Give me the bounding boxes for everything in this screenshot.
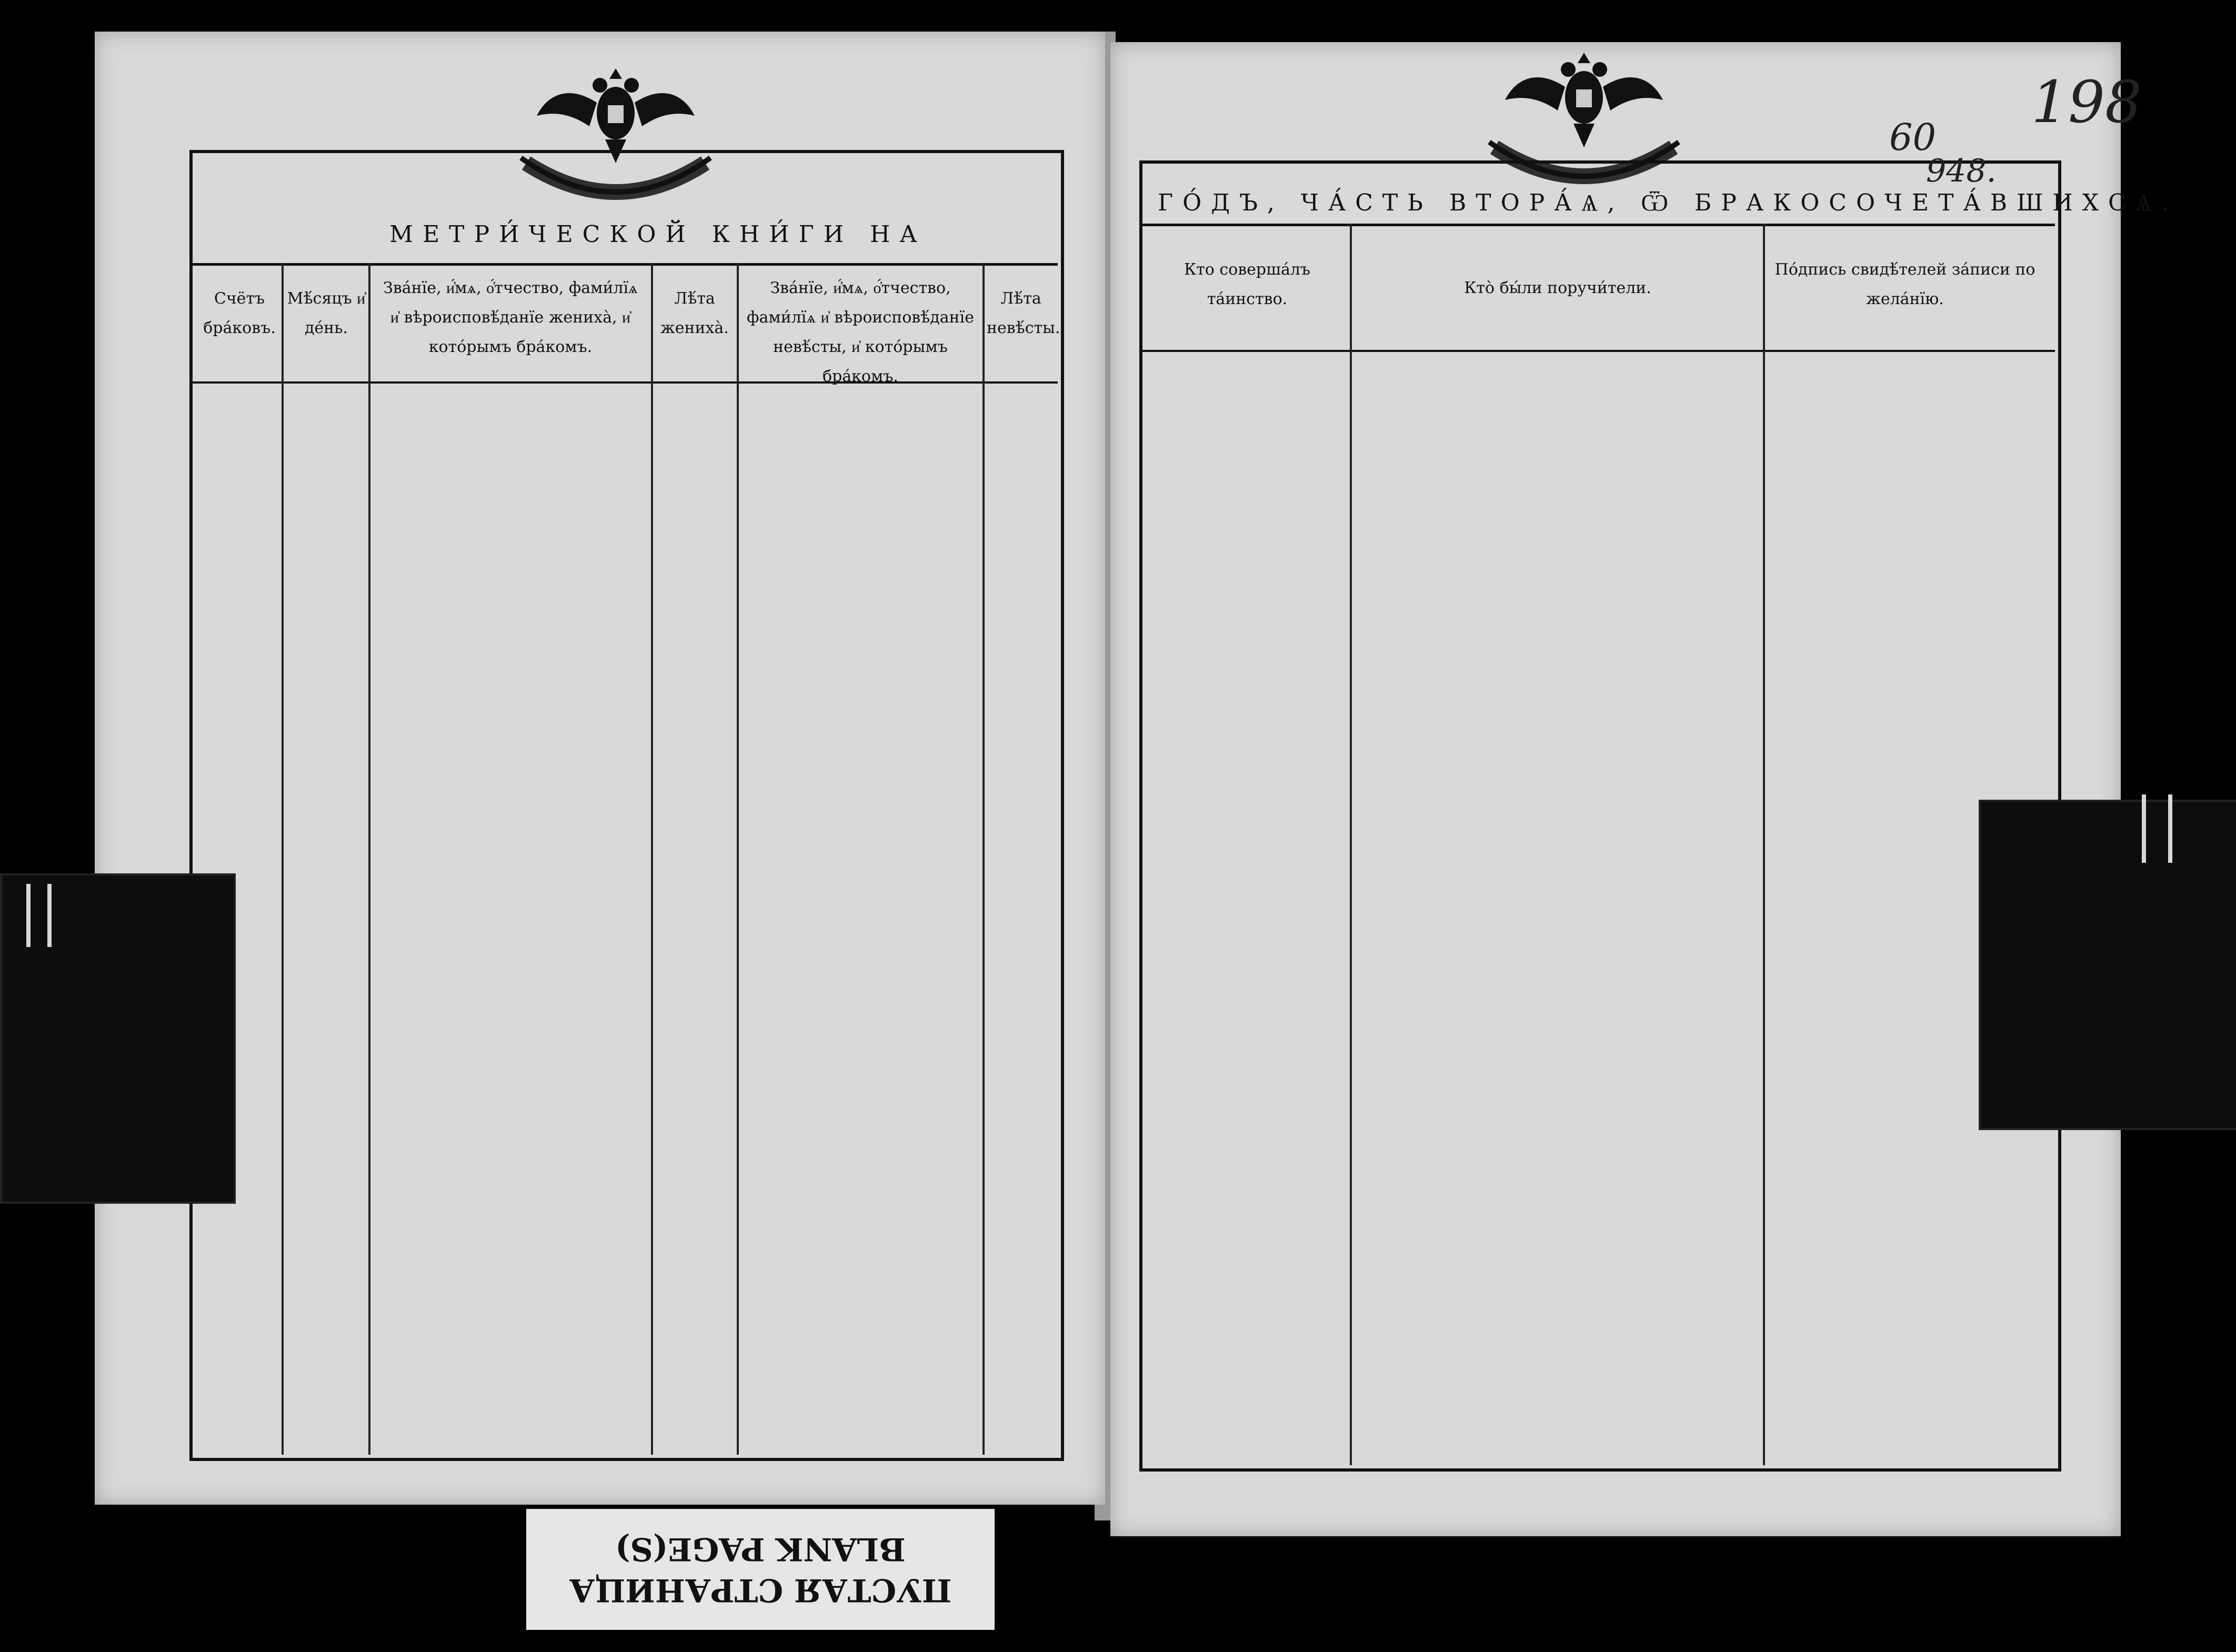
imperial-eagle-emblem [505,53,726,210]
right-archive-clip [1979,800,2236,1130]
sheet-number: 948. [1926,153,1997,189]
header-rule [193,263,1058,266]
page-number: 60 [1889,116,1937,159]
header-rule [1142,224,2055,226]
col-head-officiant: Кто соверша́лъ та́инство. [1184,260,1311,308]
col-head-witness-signatures: По́дпись свидѣ́телей за́писи по жела́нїю. [1774,260,2036,308]
col-divider-2 [368,263,370,1455]
col-divider-5 [982,263,985,1455]
column-head-rule [1142,350,2055,352]
left-page [95,32,1105,1505]
col-head-groom-age: Лѣ́та жениха̀. [660,289,729,337]
left-archive-clip [0,873,236,1204]
left-header: МЕТРИ́ЧЕСКОЙ КНИ́ГИ НА [389,221,927,248]
col-head-bride-age: Лѣ́та невѣ́сты. [987,289,1060,337]
clip-stripe [2168,794,2172,863]
blank-page-label [526,1509,995,1630]
col-head-groom: Зва́нїе, и҆́мѧ, о҆́тчество, фами́лїѧ и҆ вѣроисповѣ́данїе жениха̀, и҆ кото́рымъ бра́комъ. [383,279,638,356]
imperial-eagle-emblem [1473,37,1694,195]
col-divider-2 [1763,224,1765,1465]
col-head-month-day: Мѣ́сяцъ и҆ де́нь. [287,289,366,337]
clip-stripe [2142,794,2146,863]
col-head-guarantors: Кто̀ бы́ли поручи́тели. [1464,279,1651,297]
right-page [1110,42,2179,1536]
col-divider-3 [651,263,653,1455]
right-table-frame [1139,160,2179,1472]
clip-stripe [26,884,31,947]
col-head-marriage-count: Счётъ бра́ковъ. [203,289,276,337]
blank-label-english: BLANK PAGE(S) [615,1530,906,1567]
col-head-bride: Зва́нїе, и҆́мѧ, о҆́тчество, фами́лїѧ и҆ вѣроисповѣ́данїе невѣ́сты, и҆ кото́рымъ бра́комъ. [747,279,974,386]
right-header: ГО́ДЪ, ЧА́СТЬ ВТОРА́Ѧ, Ѿ БРАКОСОЧЕТА́ВШИХСѦ. [1158,189,2179,216]
col-divider-1 [1350,224,1352,1465]
folio-number: 198 [2031,68,2142,136]
blank-label-russian: ПУСТАЯ СТРАНИЦА [569,1572,952,1608]
col-divider-4 [737,263,739,1455]
clip-stripe [47,884,52,947]
col-divider-1 [282,263,284,1455]
